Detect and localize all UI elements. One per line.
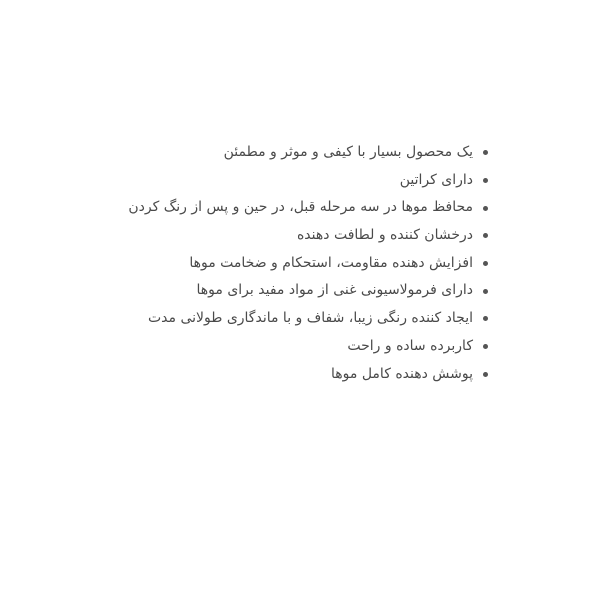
list-item — [68, 305, 488, 333]
list-item — [68, 194, 488, 222]
list-item — [68, 277, 488, 305]
bullet-icon — [483, 372, 488, 377]
bullet-icon — [483, 261, 488, 266]
feature-list — [68, 139, 488, 388]
list-item-text: دارای کراتین — [399, 171, 473, 188]
list-item — [68, 333, 488, 361]
list-item — [68, 222, 488, 250]
list-item — [68, 139, 488, 167]
list-item-text: دارای فرمولاسیونی غنی از مواد مفید برای موها — [196, 282, 473, 299]
bullet-icon — [483, 206, 488, 211]
list-item-text: محافظ موها در سه مرحله قبل، در حین و پس از رنگ کردن — [128, 199, 473, 216]
bullet-icon — [483, 316, 488, 321]
list-item-text: درخشان کننده و لطافت دهنده — [296, 227, 473, 244]
list-item-text: کاربرده ساده و راحت — [347, 337, 473, 354]
bullet-icon — [483, 233, 488, 238]
bullet-icon — [483, 289, 488, 294]
bullet-icon — [483, 178, 488, 183]
list-item — [68, 167, 488, 195]
list-item-text: پوشش دهنده کامل موها — [331, 365, 473, 382]
list-item-text: یک محصول بسیار با کیفی و موثر و مطمئن — [223, 144, 473, 160]
list-item — [68, 250, 488, 278]
bullet-icon — [483, 344, 488, 349]
list-item-text: ایجاد کننده رنگی زیبا، شفاف و با ماندگاری طولانی مدت — [147, 310, 473, 327]
list-item-text: افزایش دهنده مقاومت، استحکام و ضخامت موها — [189, 254, 473, 271]
list-item — [68, 361, 488, 389]
bullet-icon — [483, 150, 488, 155]
